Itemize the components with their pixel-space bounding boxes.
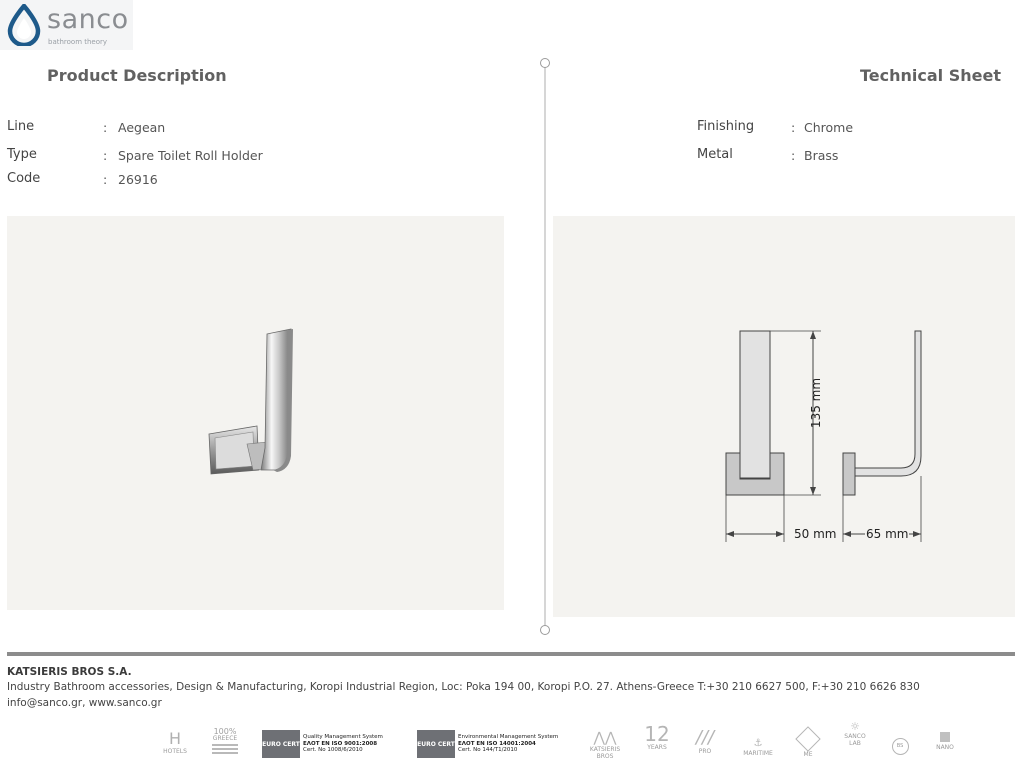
pro-logo (690, 728, 720, 755)
technical-drawing (553, 216, 1015, 617)
greece-label: GREECE (212, 735, 238, 742)
hotels-h-icon: H (168, 729, 182, 748)
iso-14001-badge (417, 730, 558, 758)
brand-tagline: bathroom theory (48, 38, 108, 46)
technical-sheet-title: Technical Sheet (860, 66, 1001, 85)
line-colon: : (103, 120, 108, 135)
brand-logo (0, 0, 133, 50)
toilet-roll-holder-image (7, 216, 504, 610)
finishing-label: Finishing (697, 119, 755, 134)
column-divider (544, 63, 546, 630)
finishing-value: Chrome (804, 120, 854, 135)
height-dimension-label: 135 mm (809, 377, 823, 429)
brand-name: sanco (47, 4, 129, 35)
qms-cert: Cert. No 1008/6/2010 (303, 747, 363, 754)
pro-label: PRO (698, 748, 712, 755)
finishing-colon: : (791, 120, 796, 135)
company-contact: info@sanco.gr, www.sanco.gr (7, 697, 162, 709)
product-photo (7, 216, 504, 610)
me-logo (795, 730, 821, 758)
eurocert-badge-icon: EURO CERT (262, 730, 300, 758)
dimension-drawing (553, 216, 1015, 617)
iso-9001-badge (262, 730, 383, 758)
footer-rule (7, 652, 1015, 656)
bs-label: BS (892, 738, 909, 755)
ems-standard: ΕΛΟΤ ΕΝ ISO 14001:2004 (458, 740, 536, 747)
katsieris-label: KATSIERIS BROS (589, 746, 621, 760)
maritime-logo (740, 738, 776, 757)
line-label: Line (7, 119, 35, 134)
code-value: 26916 (118, 172, 158, 187)
katsieris-mark-icon: ⋀⋀ (593, 730, 617, 746)
divider-top-dot (540, 58, 550, 68)
hotels-logo (160, 730, 190, 755)
lab-bulb-icon: ☼ (850, 720, 860, 733)
pro-slashes-icon: /// (695, 727, 715, 748)
width-dimension-label: 50 mm (794, 527, 837, 541)
me-label: ME (803, 751, 813, 758)
divider-bottom-dot (540, 625, 550, 635)
company-address: Industry Bathroom accessories, Design & Manufacturing, Koropi Industrial Region, Loc: Poka 194 00, Koropi P.O. 27. Athens-Greece T:+30 210 6627 500, F:+30 210 6626 830 (7, 681, 920, 693)
code-label: Code (7, 171, 41, 186)
sanco-lab-logo (840, 720, 870, 747)
nano-logo (930, 732, 960, 751)
depth-dimension-label: 65 mm (866, 527, 909, 541)
hotels-label: HOTELS (163, 748, 187, 755)
type-value: Spare Toilet Roll Holder (118, 148, 263, 163)
qms-title: Quality Management System (303, 734, 383, 741)
greek-flag-icon (212, 744, 238, 754)
greece-logo (208, 728, 242, 754)
code-colon: : (103, 172, 108, 187)
product-description-title: Product Description (47, 66, 227, 85)
bs-logo (887, 738, 913, 755)
type-colon: : (103, 148, 108, 163)
greece-percent: 100% (213, 727, 237, 736)
height-dimension-label-wrap (801, 374, 827, 434)
me-diamond-icon (795, 726, 820, 751)
ems-cert: Cert. No 144/T1/2010 (458, 747, 518, 754)
nano-label: NANO (936, 744, 954, 751)
years-label: YEARS (647, 744, 667, 751)
years-logo (642, 724, 672, 751)
maritime-anchor-icon: ⚓ (753, 738, 763, 749)
eurocert-badge-icon-2: EURO CERT (417, 730, 455, 758)
lab-label: SANCO LAB (844, 733, 866, 747)
metal-colon: : (791, 148, 796, 163)
katsieris-logo (585, 730, 625, 760)
years-number: 12 (644, 722, 670, 746)
nano-square-icon (940, 732, 950, 742)
water-drop-icon (6, 4, 42, 46)
metal-value: Brass (804, 148, 839, 163)
ems-title: Environmental Management System (458, 734, 559, 741)
type-label: Type (7, 147, 37, 162)
company-name: KATSIERIS BROS S.A. (7, 666, 132, 678)
maritime-label: MARITIME (743, 750, 773, 757)
metal-label: Metal (697, 147, 733, 162)
certification-strip (0, 718, 1015, 770)
line-value: Aegean (118, 120, 166, 135)
qms-standard: ΕΛΟΤ ΕΝ ISO 9001:2008 (303, 740, 378, 747)
